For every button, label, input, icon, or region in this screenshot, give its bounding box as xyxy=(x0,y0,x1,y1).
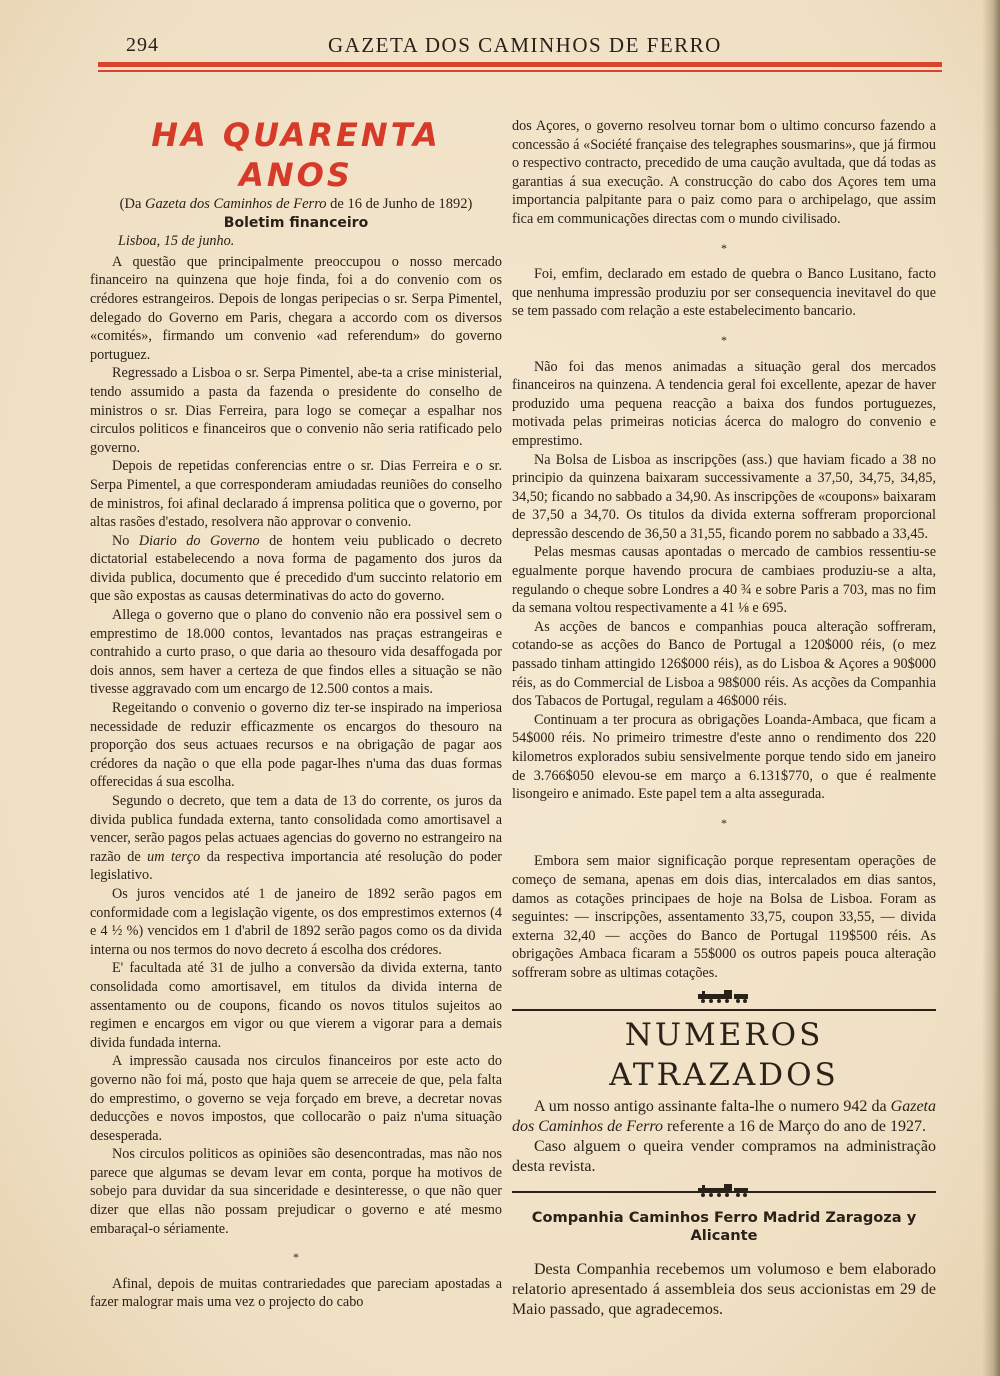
paragraph: E' facultada até 31 de julho a conversão da divida externa, tanto consolidada como amortisavel, em titulos da divida interna de assentamento ou de coupons, ficando os novos titulos sujeitos ao regimen e encargos em vigor ou que vierem a vigorar para a demais divida fundada interna. xyxy=(90,960,502,1051)
text-italic: Gazeta dos Caminhos de Ferro xyxy=(512,1097,936,1135)
text-fragment: A um nosso antigo assinante falta-lhe o numero 942 da xyxy=(534,1097,891,1115)
journal-title: GAZETA DOS CAMINHOS DE FERRO xyxy=(328,33,722,57)
text-fragment: referente a 16 de Março do ano de 1927. xyxy=(662,1117,926,1135)
left-column xyxy=(90,115,502,1312)
paragraph xyxy=(90,792,502,885)
paragraph: Pelas mesmas causas apontadas o mercado de cambios ressentiu-se egualmente porque havendo procura de cambiaes produziu-se a alta, regulando o cheque sobre Londres a 40 ¾ e sobre Paris a 703, mas no fim da semana voltou respectivamente a 41 ⅛ e 695. xyxy=(512,544,936,617)
header-rule-thin xyxy=(98,70,942,72)
text-fragment: da respectiva importancia até resolução do poder legislativo. xyxy=(90,848,502,884)
paragraph: As acções de bancos e companhias pouca alteração soffreram, cotando-se as acções do Banco de Portugal a 120$000 réis, (o mez passado tinham attingido 126$000 réis), as do Lisboa & Açores a 90$000 réis, as do Commercial de Lisboa a 98$000 réis. As acções da Companhia dos Tabacos de Portugal, regulam a 46$000 réis. xyxy=(512,618,936,710)
paragraph: Desta Companhia recebemos um volumoso e bem elaborado relatorio apresentado á assembleia dos seus accionistas em 29 de Maio passado, que agradecemos. xyxy=(512,1260,936,1318)
source-journal: Gazeta dos Caminhos de Ferro xyxy=(145,196,327,212)
source-date: de 16 de Junho de 1892) xyxy=(326,196,473,212)
article-title: HA QUARENTA ANOS xyxy=(151,116,441,194)
locomotive-ornament-icon xyxy=(694,989,754,1003)
source-prefix: (Da xyxy=(119,196,146,212)
paragraph: Na Bolsa de Lisboa as inscripções (ass.) que haviam ficado a 38 no principio da quinzena baixaram successivamente a 37,50, 34,75, 34,85, 34,50; ficando no sabbado a 34,90. As inscripções de «coupons» baixaram de 37,50 a 34,70. Os titulos da divida externa soffreram proporcional depressão descendo de 36,50 a 31,55, ficando porem no sabbado a 33,45. xyxy=(512,451,936,542)
text-italic: um terço xyxy=(147,848,201,865)
page-edge-shadow xyxy=(982,0,1000,1376)
dateline: Lisboa, 15 de junho. xyxy=(118,233,235,250)
header-rule xyxy=(98,62,942,67)
section-heading: Boletim financeiro xyxy=(223,214,369,231)
text-fragment: de hontem veiu publicado o decreto dictatorial estabelecendo a nova forma de pagamento dos juros da divida publica, documento que é precedido d'um succinto relatorio em que são expostas as causas determinativas do acto do governo. xyxy=(90,532,502,605)
numeros-body xyxy=(512,1097,936,1177)
page-number: 294 xyxy=(126,34,159,56)
paragraph: A questão que principalmente preoccupou o nosso mercado financeiro na quinzena que hoje finda, foi a do convenio com os crédores estrangeiros. Depois de longas peripecias o sr. Serpa Pimentel, delegado do Governo em Paris, chegara a accordo com os diversos «comités», firmando um convenio «ad referendum» do governo portuguez. xyxy=(90,253,502,363)
companhia-body xyxy=(512,1260,936,1320)
spacer xyxy=(512,840,936,852)
text-fragment: No xyxy=(112,532,139,549)
paragraph xyxy=(512,1097,936,1137)
locomotive-ornament-icon xyxy=(694,1183,754,1197)
article-source xyxy=(90,195,502,214)
separator-star: * xyxy=(721,240,727,255)
paragraph: Não foi das menos animadas a situação geral dos mercados financeiros na quinzena. A tendencia geral foi excellente, apezar de haver produzido uma pequena reacção a baixa dos fundos portuguezes, motivada pelas primeiras noticias ácerca do malogro do convenio e emprestimo. xyxy=(512,358,936,449)
section-rule xyxy=(512,1009,936,1011)
paragraph: Caso alguem o queira vender compramos na administração desta revista. xyxy=(512,1137,936,1175)
paragraph: A impressão causada nos circulos financeiros por este acto do governo não foi má, posto que haja quem se arreceie de que, pela falta do emprestimo, o governo se veja forçado em breve, a decretar novas deducções e novos impostos, que collocarão o paiz n'uma situação desesperada. xyxy=(90,1053,502,1144)
separator-star: * xyxy=(721,815,727,830)
paragraph: Continuam a ter procura as obrigações Loanda-Ambaca, que ficam a 54$000 réis. No primeiro trimestre d'este anno o rendimento dos 220 kilometros explorados subiu sensivelmente porque tendo sido em janeiro de 3.766$050 elevou-se em março a 6.131$770, o que é realmente lisongeiro e animado. Este papel tem a alta assegurada. xyxy=(512,711,936,803)
paragraph: Nos circulos politicos as opiniões são desencontradas, mas não nos parece que algumas se devam levar em conta, porque ha motivos de sobejo para duvidar da sua sinceridade e desinteresse, o que não quer dizer que ellas não possam prejudicar o governo e até mesmo embaraçal-o sériamente. xyxy=(90,1146,502,1237)
paragraph: Foi, emfim, declarado em estado de quebra o Banco Lusitano, facto que nenhuma impressão produziu por ser consequencia inevitavel do que se tem passado com relação a este estabelecimento bancario. xyxy=(512,266,936,320)
text-fragment: Segundo o decreto, que tem a data de 13 do corrente, os juros da divida publica fundada externa, tanto consolidada como amortisavel a vencer, serão pagos pelas actuaes agencias do governo no estrangeiro na razão de xyxy=(90,793,502,865)
text-italic: Diario do Governo xyxy=(138,532,260,549)
paragraph: Depois de repetidas conferencias entre o sr. Dias Ferreira e o sr. Serpa Pimentel, a que corresponderam amiudadas reuniões do conselho de ministros, foi afinal declarado á imprensa politica que o governo, por altas rasões d'estado, resolvera não approvar o convenio. xyxy=(90,458,502,531)
paragraph xyxy=(90,532,502,606)
numeros-title: NUMEROS ATRAZADOS xyxy=(609,1016,839,1093)
paragraph: dos Açores, o governo resolveu tornar bom o ultimo concurso fazendo a concessão á «Société française des telegraphes sousmarins», que já firmou o respectivo contracto, precedido de uma caução avultada, que dá todas as garantias á sua execução. A construcção do cabo dos Açores tem uma importancia palpitante para o paiz como para o archipelago, que assim fica em communicações directas com o mundo civilisado. xyxy=(512,118,936,227)
separator-star: * xyxy=(293,1250,299,1265)
paragraph: Os juros vencidos até 1 de janeiro de 1892 serão pagos em conformidade com a legislação vigente, os dos emprestimos externos (4 e 4 ½ %) vencidos em 1 d'abril de 1892 serão pagos como os da divida interna ou nos termos do novo decreto á escolha dos crédores. xyxy=(90,885,502,958)
companhia-title: Companhia Caminhos Ferro Madrid Zaragoza y Alicante xyxy=(531,1208,917,1245)
paragraph: Afinal, depois de muitas contrariedades que pareciam apostadas a fazer malograr mais uma vez o projecto do cabo xyxy=(90,1275,502,1311)
paragraph: Allega o governo que o plano do convenio não era possivel sem o emprestimo de 18.000 contos, levantados nas praças estrangeiras e contrahido a curto praso, o que daria ao thesouro vida desaffogada por dois annos, sem haver a certeza de que findos elles a situação se não tivesse aggravado com um encargo de 12.500 contos a mais. xyxy=(90,607,502,698)
right-column xyxy=(512,117,936,1320)
paragraph: Embora sem maior significação porque representam operações de começo de semana, apenas em dois dias, intercalados em dias santos, damos as cotações principaes de hoje na Bolsa de Lisboa. Foram as seguintes: — inscripções, assentamento 33,75, coupon 33,55, — divida externa 32,40 — acções do Banco de Portugal 119$500 réis. As obrigações Ambaca ficaram a 55$000 os outros papeis pouca alteração soffreram sobre as ultimas cotações. xyxy=(512,853,936,981)
separator-star: * xyxy=(721,332,727,347)
paragraph: Regressado a Lisboa o sr. Serpa Pimentel, abe-ta a crise ministerial, tendo assumido a pasta da fazenda o presidente do conselho de ministros o sr. Dias Ferreira, para logo se começar a espalhar nos circulos politicos e financeiros que o convenio não seria ratificado pelo governo. xyxy=(90,365,502,456)
paragraph: Regeitando o convenio o governo diz ter-se inspirado na imperiosa necessidade de reduzir efficazmente os encargos do thesouro na proporção dos seus actuaes recursos e na obrigação de pagar aos crédores da nação o que ella pode pagar-lhes n'uma das duas formas offerecidas á sua escolha. xyxy=(90,700,502,791)
